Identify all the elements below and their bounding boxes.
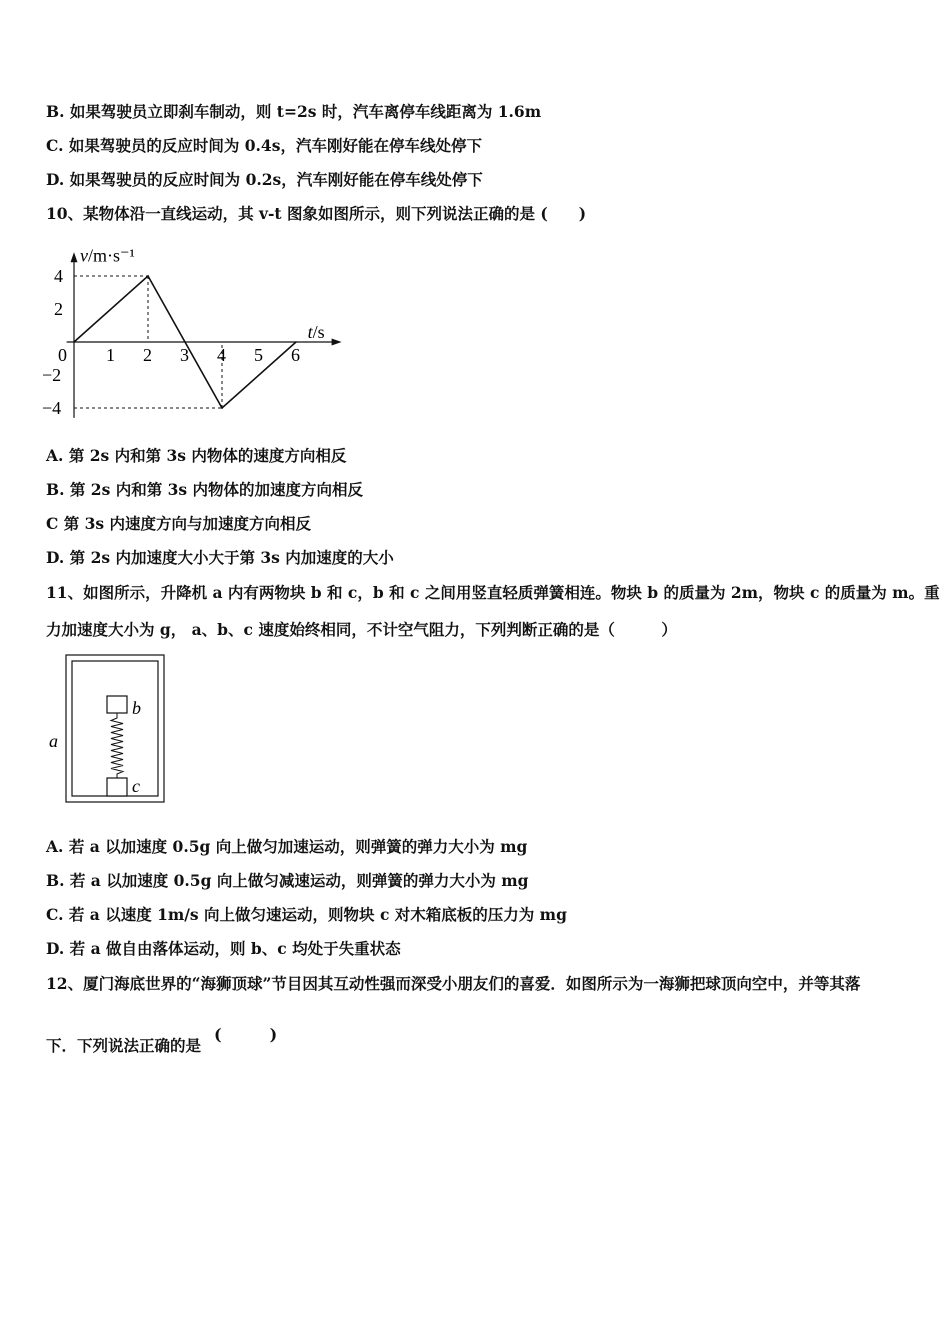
block-c [107, 778, 127, 796]
x-axis-arrow [332, 339, 342, 346]
q12-stem-line2: 下．下列说法正确的是 [46, 1036, 202, 1055]
vt-graph [40, 232, 350, 432]
y-tick-label-2: 2 [54, 299, 63, 319]
q10-stem: 10、某物体沿一直线运动，其 v-t 图象如图所示，则下列说法正确的是 ( ) [46, 204, 587, 223]
x-tick-label-3: 3 [180, 345, 189, 365]
q12-answer-paren: ( ) [214, 1025, 278, 1044]
y-axis-label: v/m·s⁻¹ [80, 245, 135, 266]
x-axis-label: t/s [307, 322, 325, 342]
x-tick-label-1: 1 [106, 345, 115, 365]
block-b [107, 696, 127, 713]
x-tick-label-5: 5 [254, 345, 263, 365]
q9-option-d: D. 如果驾驶员的反应时间为 0.2s，汽车刚好能在停车线处停下 [46, 170, 483, 189]
elevator-figure [44, 652, 174, 807]
x-tick-label-6: 6 [291, 345, 300, 365]
velocity-point-3 [295, 341, 297, 343]
x-tick-label-2: 2 [143, 345, 152, 365]
y-tick-label-neg4: −4 [42, 398, 62, 418]
q12-stem-line1: 12、厦门海底世界的“海狮顶球”节目因其互动性强而深受小朋友们的喜爱．如图所示为一海狮把球顶向空中，并等其落 [46, 974, 861, 993]
velocity-point-0 [73, 341, 75, 343]
y-axis-arrow [71, 252, 78, 262]
velocity-point-2 [221, 407, 223, 409]
q10-option-d: D. 第 2s 内加速度大小大于第 3s 内加速度的大小 [46, 548, 394, 567]
q10-option-a: A. 第 2s 内和第 3s 内物体的速度方向相反 [46, 446, 347, 465]
q11-option-c: C. 若 a 以速度 1m/s 向上做匀速运动，则物块 c 对木箱底板的压力为 mg [46, 905, 567, 924]
spring [111, 713, 123, 778]
q11-option-d: D. 若 a 做自由落体运动，则 b、c 均处于失重状态 [46, 939, 401, 958]
x-tick-label-0: 0 [58, 345, 67, 365]
x-tick-label-4: 4 [217, 345, 226, 365]
y-tick-label-neg2: −2 [42, 365, 62, 385]
velocity-point-1 [147, 275, 149, 277]
elevator-inner-wall [72, 661, 158, 796]
q11-stem-line1: 11、如图所示，升降机 a 内有两物块 b 和 c，b 和 c 之间用竖直轻质弹簧相连。物块 b 的质量为 2m，物块 c 的质量为 m。重 [46, 583, 940, 602]
q11-stem-line2: 力加速度大小为 g， a、b、c 速度始终相同，不计空气阻力，下列判断正确的是（ ） [46, 620, 677, 639]
label-b: b [132, 698, 141, 718]
q9-option-b: B. 如果驾驶员立即刹车制动，则 t=2s 时，汽车离停车线距离为 1.6m [46, 102, 542, 121]
q11-option-b: B. 若 a 以加速度 0.5g 向上做匀减速运动，则弹簧的弹力大小为 mg [46, 871, 529, 890]
y-tick-label-4: 4 [54, 266, 63, 286]
q10-option-b: B. 第 2s 内和第 3s 内物体的加速度方向相反 [46, 480, 364, 499]
q10-option-c: C 第 3s 内速度方向与加速度方向相反 [46, 514, 312, 533]
q11-option-a: A. 若 a 以加速度 0.5g 向上做匀加速运动，则弹簧的弹力大小为 mg [46, 837, 528, 856]
label-c: c [132, 776, 140, 796]
q9-option-c: C. 如果驾驶员的反应时间为 0.4s，汽车刚好能在停车线处停下 [46, 136, 482, 155]
label-a: a [49, 731, 58, 751]
